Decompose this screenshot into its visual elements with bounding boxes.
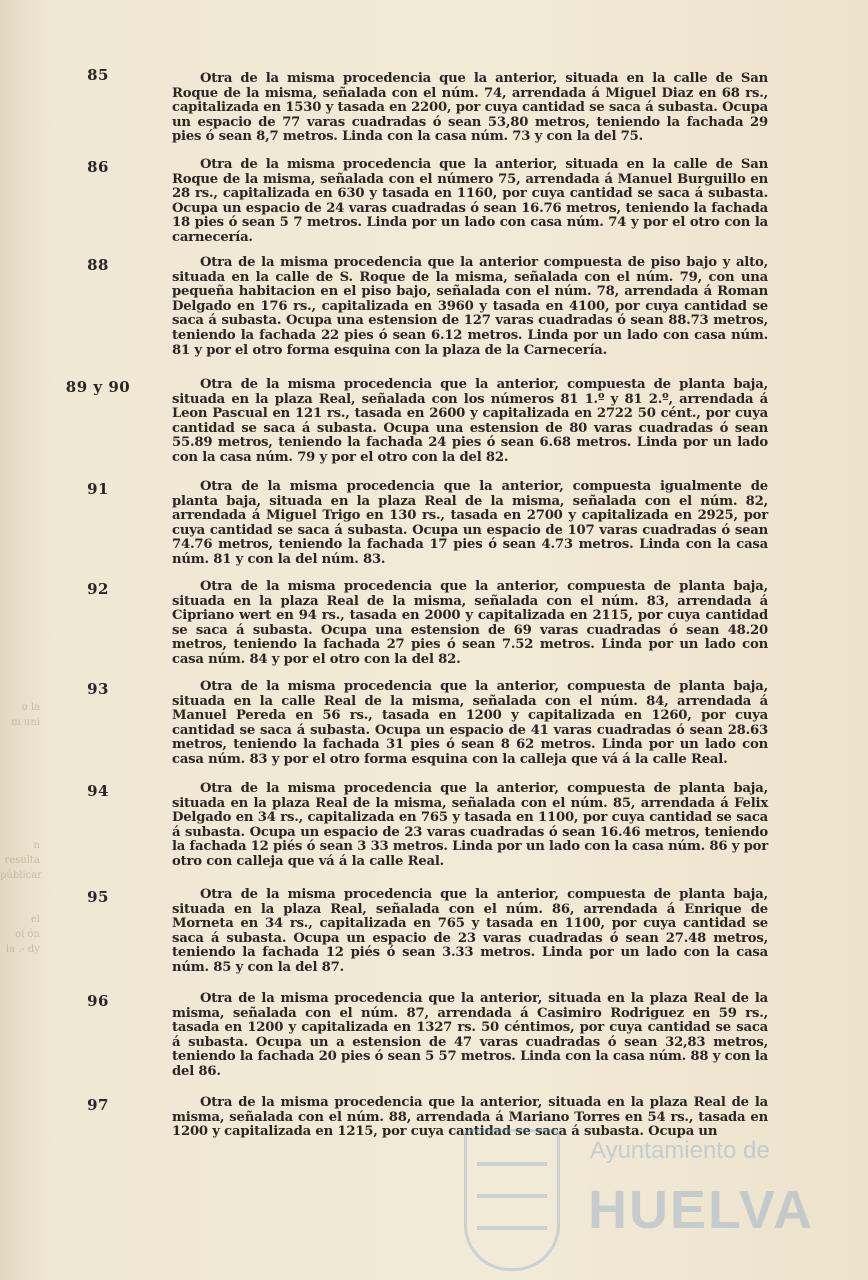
lot-description: Otra de la misma procedencia que la anterior, compuesta de planta baja, situada en la plaza Real, señalada con los números 81 1.º y 81 2.º, arrendada á Leon Pascual en 121 rs., tasada en 2600 y capitalizada en 2722 50 cént., por cuya cantidad se saca á subasta. Ocupa una estension de 80 varas cuadradas ó sean 55.89 metros, teniendo la fachada 24 pies ó sean 6.68 metros. Linda por un lado con la casa núm. 79 y por el otro con la del 82. [172, 377, 768, 465]
bleed-line: públicar [0, 870, 42, 881]
margin-bleed-text [0, 912, 40, 957]
lot-description: Otra de la misma procedencia que la anterior, situada en la calle de San Roque de la misma, señalada con el núm. 74, arrendada á Miguel Diaz en 68 rs., capitalizada en 1530 y tasada en 2200, por cuya cantidad se saca á subasta. Ocupa un espacio de 77 varas cuadradas ó sean 53,80 metros, teniendo la fachada 29 pies ó sean 8,7 metros. Linda con la casa núm. 73 y con la del 75. [172, 71, 768, 145]
lot-description: Otra de la misma procedencia que la anterior, compuesta igualmente de planta baja, situada en la plaza Real de la misma, señalada con el núm. 82, arrendada á Miguel Trigo en 130 rs., tasada en 2700 y capitalizada en 2925, por cuya cantidad se saca á subasta. Ocupa un espacio de 107 varas cuadradas ó sean 74.76 metros, teniendo la fachada 17 pies ó sean 4.73 metros. Linda con la casa núm. 81 y con la del núm. 83. [172, 479, 768, 567]
bleed-line: la .- dy [5, 944, 40, 955]
lot-number: 97 [87, 1096, 109, 1114]
lot-number: 91 [87, 480, 109, 498]
lot-description: Otra de la misma procedencia que la anterior, compuesta de planta baja, situada en la plaza Real, señalada con el núm. 86, arrendada á Enrique de Morneta en 34 rs., capitalizada en 765 y tasada en 1100, por cuya cantidad se saca á subasta. Ocupa un espacio de 23 varas cuadradas ó sean 27.48 metros, teniendo la fachada 12 piés ó sean 3.33 metros. Linda por un lado con la casa núm. 85 y con la del 87. [172, 887, 768, 975]
margin-bleed-text [0, 838, 40, 883]
lot-description: Otra de la misma procedencia que la anterior, compuesta de planta baja, situada en la plaza Real de la misma, señalada con el núm. 85, arrendada á Felix Delgado en 34 rs., capitalizada en 765 y tasada en 1100, por cuya cantidad se saca á subasta. Ocupa un espacio de 23 varas cuadradas ó sean 16.46 metros, teniendo la fachada 12 piés ó sean 3 33 metros. Linda por un lado con la casa núm. 86 y por otro con calleja que vá á la calle Real. [172, 781, 768, 869]
lot-number: 92 [87, 580, 109, 598]
lot-number: 89 y 90 [65, 378, 131, 396]
bleed-line: o la [21, 702, 40, 713]
bleed-line: m uni [11, 717, 40, 728]
watermark-line1: Ayuntamiento de [590, 1137, 770, 1164]
lot-description: Otra de la misma procedencia que la anterior, situada en la calle de San Roque de la misma, señalada con el número 75, arrendada á Manuel Burguillo en 28 rs., capitalizada en 630 y tasada en 1160, por cuya cantidad se saca á subasta. Ocupa un espacio de 24 varas cuadradas ó sean 16.76 metros, teniendo la fachada 18 pies ó sean 5 7 metros. Linda por un lado con casa núm. 74 y por el otro con la carnecería. [172, 157, 768, 245]
margin-bleed-text [0, 700, 40, 730]
bleed-line: n resulta [4, 840, 40, 866]
coat-of-arms-icon [464, 1129, 560, 1271]
lot-description: Otra de la misma procedencia que la anterior, situada en la plaza Real de la misma, señalada con el núm. 87, arrendada á Casimiro Rodriguez en 59 rs., tasada en 1200 y capitalizada en 1327 rs. 50 céntimos, por cuya cantidad se saca á subasta. Ocupa un a estension de 47 varas cuadradas ó sean 32,83 metros, teniendo la fachada 20 pies ó sean 5 57 metros. Linda con la casa núm. 88 y con la del 86. [172, 991, 768, 1079]
lot-number: 94 [87, 782, 109, 800]
lot-number: 96 [87, 992, 109, 1010]
watermark-line2: HUELVA [588, 1180, 814, 1240]
bleed-line: oi ón [15, 929, 40, 940]
lot-number: 88 [87, 256, 109, 274]
lot-number: 86 [87, 158, 109, 176]
lot-description: Otra de la misma procedencia que la anterior, compuesta de planta baja, situada en la calle Real de la misma, señalada con el núm. 84, arrendada á Manuel Pereda en 56 rs., tasada en 1200 y capitalizada en 1260, por cuya cantidad se saca á subasta. Ocupa un espacio de 41 varas cuadradas ó sean 28.63 metros, teniendo la fachada 31 pies ó sean 8 62 metros. Linda por un lado con casa núm. 83 y por el otro forma esquina con la calleja que vá á la calle Real. [172, 679, 768, 767]
lot-number: 95 [87, 888, 109, 906]
page-number: 85 [87, 66, 109, 84]
watermark [458, 1125, 814, 1275]
lot-number: 93 [87, 680, 109, 698]
bleed-line: el [30, 914, 40, 925]
lot-description: Otra de la misma procedencia que la anterior, situada en la plaza Real de la misma, señalada con el núm. 88, arrendada á Mariano Torres en 54 rs., tasada en 1200 y capitalizada en 1215, por cuya cantidad se saca á subasta. Ocupa un [172, 1095, 768, 1140]
lot-description: Otra de la misma procedencia que la anterior compuesta de piso bajo y alto, situada en la calle de S. Roque de la misma, señalada con el núm. 79, con una pequeña habitacion en el piso bajo, señalada con el núm. 78, arrendada á Roman Delgado en 176 rs., capitalizada en 3960 y tasada en 4100, por cuya cantidad se saca á subasta. Ocupa una estension de 127 varas cuadradas ó sean 88.73 metros, teniendo la fachada 22 pies ó sean 6.12 metros. Linda por un lado con casa núm. 81 y por el otro forma esquina con la plaza de la Carnecería. [172, 255, 768, 358]
lot-description: Otra de la misma procedencia que la anterior, compuesta de planta baja, situada en la plaza Real de la misma, señalada con el núm. 83, arrendada á Cipriano wert en 94 rs., tasada en 2000 y capitalizada en 2115, por cuya cantidad se saca á subasta. Ocupa una estension de 69 varas cuadradas ó sean 48.20 metros, teniendo la fachada 27 pies ó sean 7.52 metros. Linda por un lado con casa núm. 84 y por el otro con la del 82. [172, 579, 768, 667]
